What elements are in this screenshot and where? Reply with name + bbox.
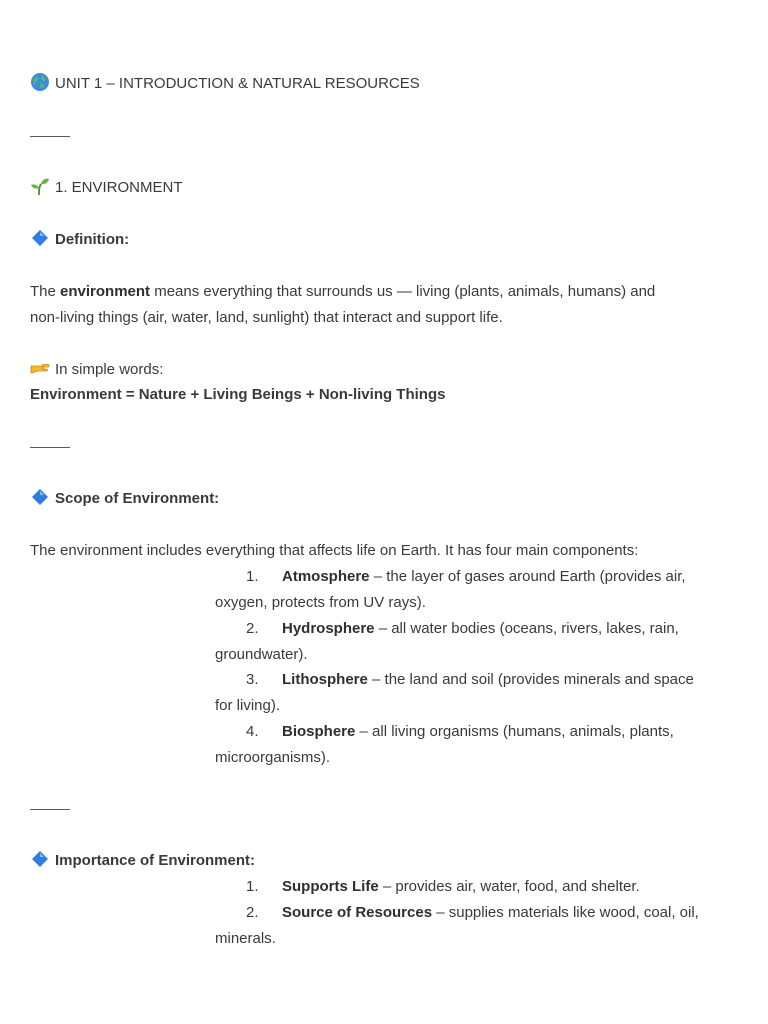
- list-term: Hydrosphere: [282, 620, 375, 637]
- blue-diamond-icon: [30, 228, 50, 248]
- simple-words-label: In simple words:: [55, 361, 164, 378]
- list-number: 3.: [246, 671, 259, 688]
- definition-text-rest: means everything that surrounds us — living (plants, animals, humans) and: [150, 283, 656, 300]
- list-item: [215, 719, 735, 771]
- list-term: Lithosphere: [282, 671, 368, 688]
- list-term: Atmosphere: [282, 568, 370, 585]
- divider: [30, 447, 70, 448]
- section-title: [30, 175, 738, 201]
- list-text: – the layer of gases around Earth (provides air,: [369, 568, 686, 585]
- blue-diamond-icon: [30, 487, 50, 507]
- list-text: – the land and soil (provides minerals and space: [367, 671, 694, 688]
- definition-heading-text: Definition:: [55, 231, 130, 248]
- importance-heading-text: Importance of Environment:: [55, 852, 256, 869]
- divider: [30, 136, 70, 137]
- list-text: – all living organisms (humans, animals, plants,: [355, 723, 674, 740]
- list-term: Source of Resources: [282, 904, 433, 921]
- list-number: 2.: [246, 904, 259, 921]
- unit-title-text: UNIT 1 – INTRODUCTION & NATURAL RESOURCES: [55, 75, 420, 92]
- list-term: Supports Life: [282, 878, 379, 895]
- list-item: [215, 900, 735, 952]
- unit-title: [30, 71, 738, 97]
- list-text: – all water bodies (oceans, rivers, lakes, rain,: [374, 620, 679, 637]
- list-text: – supplies materials like wood, coal, oil,: [432, 904, 699, 921]
- list-term: Biosphere: [282, 723, 356, 740]
- blue-diamond-icon: [30, 849, 50, 869]
- list-number: 1.: [246, 568, 259, 585]
- list-text-continued: oxygen, protects from UV rays).: [215, 594, 426, 611]
- list-text-continued: groundwater).: [215, 646, 308, 663]
- simple-words-line: [30, 357, 738, 383]
- list-text-continued: minerals.: [215, 930, 276, 947]
- importance-heading: [30, 848, 738, 874]
- divider: [30, 809, 70, 810]
- list-item: [215, 667, 735, 719]
- list-number: 4.: [246, 723, 259, 740]
- pointing-hand-icon: [30, 358, 50, 378]
- definition-heading: [30, 227, 738, 253]
- list-text-continued: for living).: [215, 697, 281, 714]
- section-title-text: 1. ENVIRONMENT: [55, 179, 183, 196]
- scope-heading-text: Scope of Environment:: [55, 490, 220, 507]
- definition-line-1: [30, 279, 738, 305]
- list-text: – provides air, water, food, and shelter.: [378, 878, 640, 895]
- list-text-continued: microorganisms).: [215, 749, 331, 766]
- list-number: 1.: [246, 878, 259, 895]
- globe-icon: [30, 72, 50, 92]
- environment-equation: Environment = Nature + Living Beings + Non-living Things: [30, 386, 446, 403]
- scope-heading: [30, 486, 738, 512]
- list-item: [215, 874, 735, 900]
- seedling-icon: [30, 176, 50, 196]
- list-number: 2.: [246, 620, 259, 637]
- definition-line-2: non-living things (air, water, land, sunlight) that interact and support life.: [30, 309, 503, 326]
- list-item: [215, 564, 735, 616]
- list-item: [215, 616, 735, 668]
- scope-intro: The environment includes everything that affects life on Earth. It has four main components:: [30, 542, 639, 559]
- definition-text-pre: The: [30, 283, 61, 300]
- definition-term: environment: [60, 283, 151, 300]
